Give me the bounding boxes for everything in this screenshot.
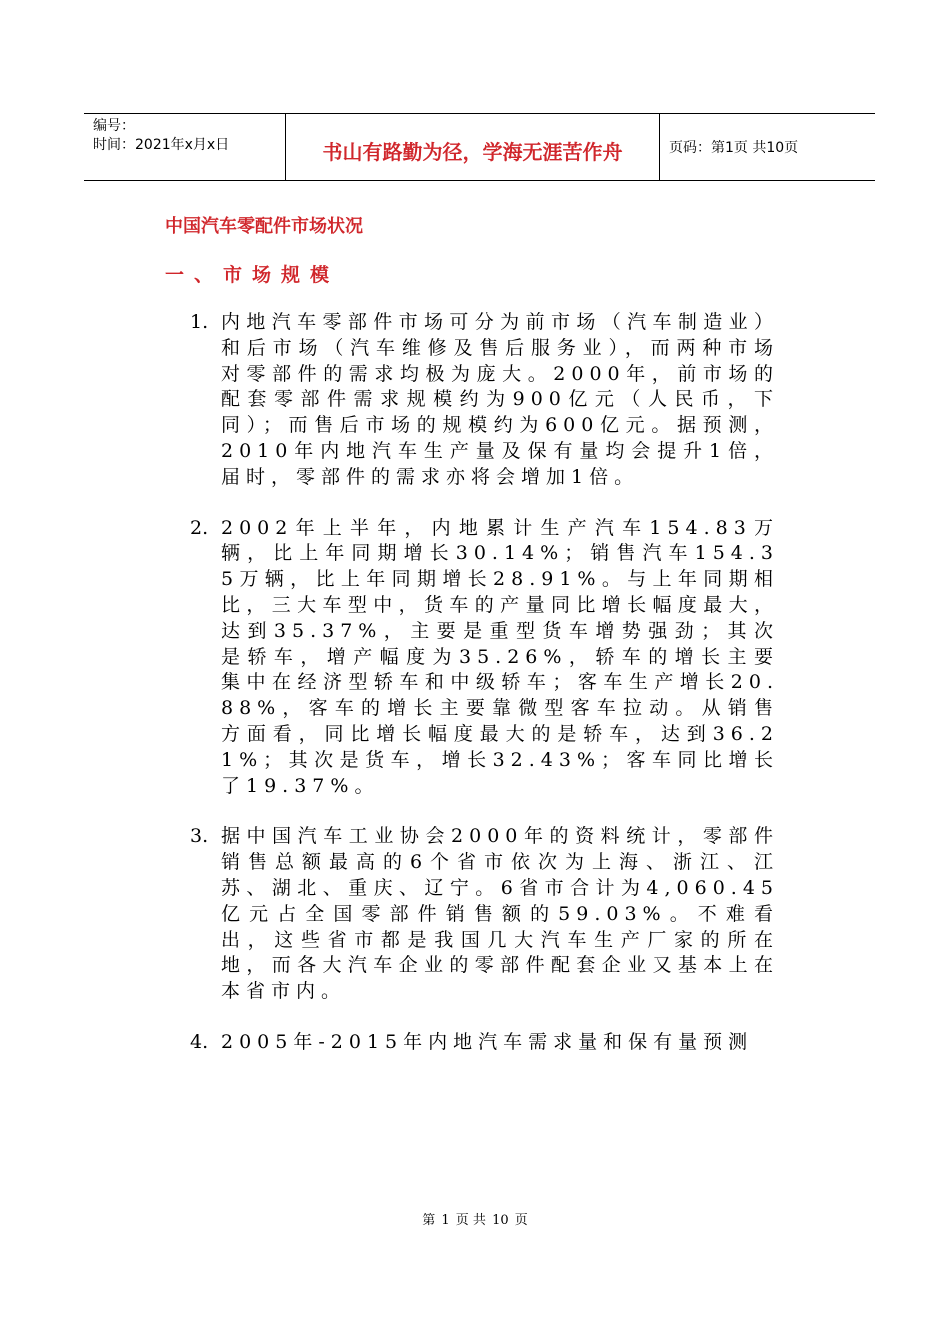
list-item xyxy=(190,516,790,800)
list-item-text: 2002年上半年，内地累计生产汽车154.83万辆，比上年同期增长30.14%；销售汽车154.35万辆，比上年同期增长28.91%。与上年同期相比，三大车型中，货车的产量同比增长幅度最大，达到35.37%，主要是重型货车增势强劲；其次是轿车，增产幅度为35.26%，轿车的增长主要集中在经济型轿车和中级轿车；客车生产增长20.88%，客车的增长主要靠微型客车拉动。从销售方面看，同比增长幅度最大的是轿车，达到36.21%；其次是货车，增长32.43%；客车同比增长了19.37%。 xyxy=(221,516,779,797)
list-item xyxy=(190,1030,790,1056)
header-motto: 书山有路勤为径，学海无涯苦作舟 xyxy=(286,114,660,180)
list-item-number: 3. xyxy=(190,825,209,848)
header-meta-cell xyxy=(84,114,286,180)
list-item xyxy=(190,310,790,491)
footer-page-middle: 页 共 xyxy=(455,1213,486,1228)
footer-page-total: 10 xyxy=(492,1213,509,1228)
page-footer xyxy=(0,1209,950,1228)
list-item-number: 2. xyxy=(190,516,209,539)
list-item-text: 据中国汽车工业协会2000年的资料统计，零部件销售总额最高的6个省市依次为上海、浙江、江苏、湖北、重庆、辽宁。6省市合计为4,060.45亿元占全国零部件销售额的59.03%。不难看出，这些省市都是我国几大汽车生产厂家的所在地，而各大汽车企业的零部件配套企业又基本上在本省市内。 xyxy=(221,825,779,1003)
list-item-number: 4. xyxy=(190,1030,209,1053)
list-item xyxy=(190,824,790,1005)
footer-page-suffix: 页 xyxy=(514,1213,528,1228)
list-item-text: 2005年-2015年内地汽车需求量和保有量预测 xyxy=(221,1030,754,1053)
document-number-label: 编号： xyxy=(93,118,135,134)
footer-page-current: 1 xyxy=(441,1213,450,1228)
list-item-text: 内地汽车零部件市场可分为前市场（汽车制造业）和后市场（汽车维修及售后服务业），而两种市场对零部件的需求均极为庞大。2000年，前市场的配套零部件需求规模约为900亿元（人民币，下同）；而售后市场的规模约为600亿元。据预测，2010年内地汽车生产量及保有量均会提升1倍，届时，零部件的需求亦将会增加1倍。 xyxy=(221,311,779,488)
numbered-list xyxy=(190,310,790,1081)
header-page-info: 页码：第1页 共10页 xyxy=(669,140,799,156)
list-item-number: 1. xyxy=(190,311,209,333)
document-title: 中国汽车零配件市场状况 xyxy=(165,216,363,237)
section-heading: 一、市场规模 xyxy=(165,264,340,286)
header-table xyxy=(84,113,875,181)
footer-page-prefix: 第 xyxy=(422,1213,436,1228)
document-time-label: 时间：2021年x月x日 xyxy=(93,137,230,153)
